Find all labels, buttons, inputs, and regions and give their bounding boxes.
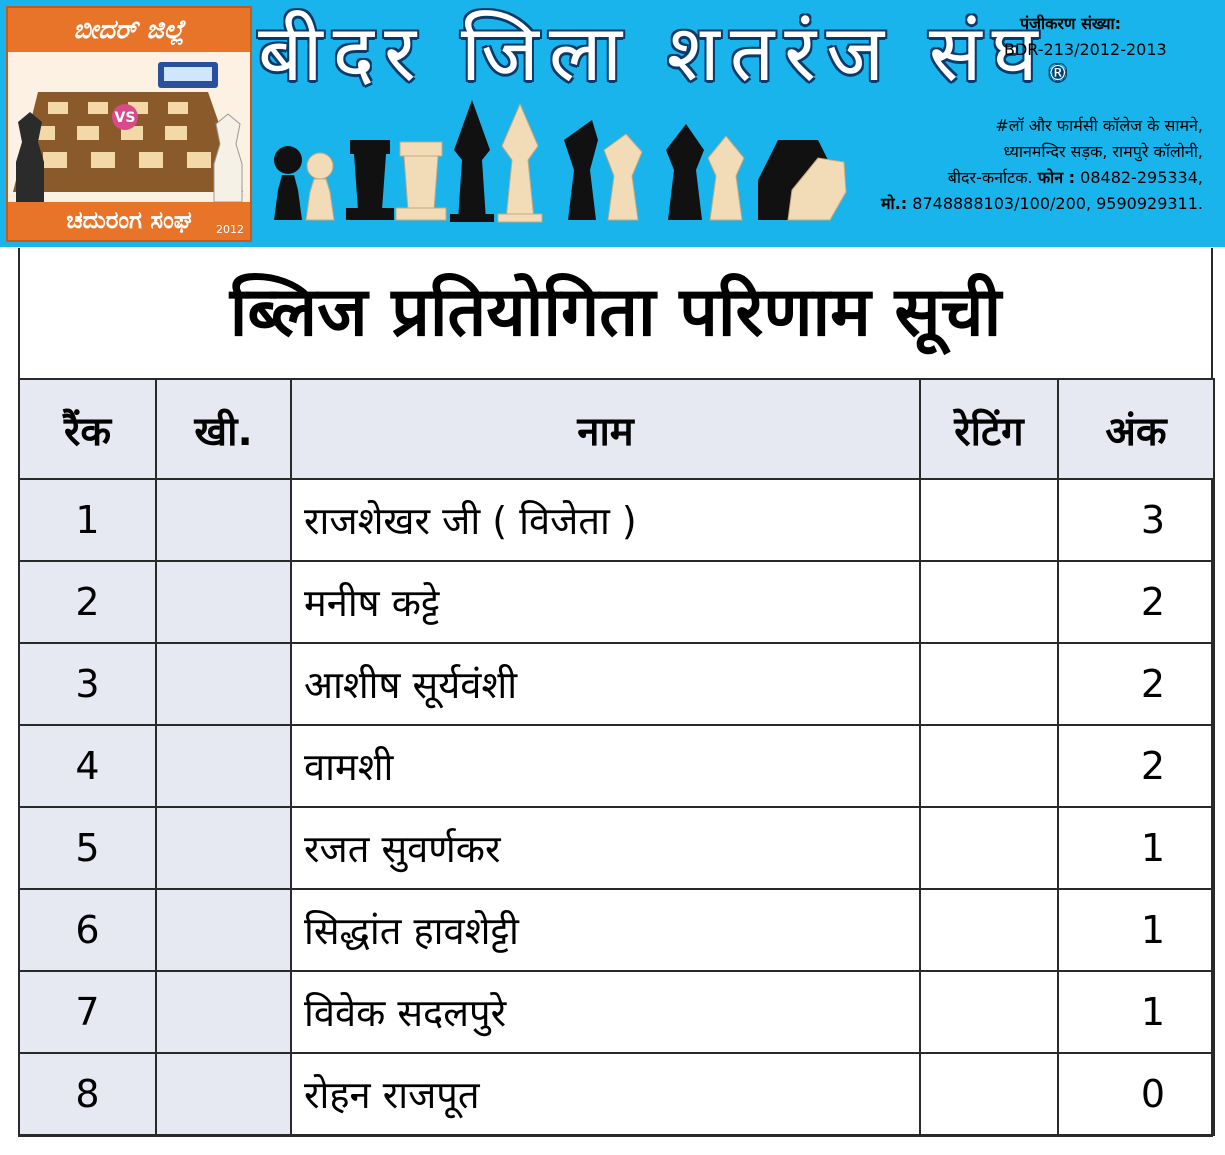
- points-cell: 2: [1058, 561, 1214, 643]
- points-cell: 1: [1058, 971, 1214, 1053]
- player-id-cell: [156, 807, 291, 889]
- address-line-3: [843, 166, 1203, 188]
- table-header-row: [19, 379, 1214, 479]
- rank-cell: 3: [19, 643, 156, 725]
- table-row: [19, 889, 1214, 971]
- rank-cell: 2: [19, 561, 156, 643]
- phone-label: फोन :: [1037, 168, 1076, 187]
- points-cell: 3: [1058, 479, 1214, 561]
- rank-cell: 8: [19, 1053, 156, 1135]
- column-header-points: अंक: [1058, 379, 1214, 479]
- table-row: [19, 971, 1214, 1053]
- player-name-cell: राजशेखर जी ( विजेता ): [291, 479, 920, 561]
- rating-cell: [920, 479, 1058, 561]
- player-id-cell: [156, 971, 291, 1053]
- logo-vs-mark: VS: [114, 110, 136, 126]
- logo-bottom-text: ಚದುರಂಗ ಸಂಘ: [66, 206, 192, 234]
- mobile-numbers: 8748888103/100/200, 9590929311.: [912, 194, 1203, 213]
- column-header-rank: रैंक: [19, 379, 156, 479]
- mobile-label: मो.:: [880, 194, 908, 213]
- registration-number: BDR-213/2012-2013: [1004, 40, 1167, 59]
- results-table: [18, 378, 1215, 1136]
- table-row: [19, 479, 1214, 561]
- rating-cell: [920, 561, 1058, 643]
- player-name-cell: रोहन राजपूत: [291, 1053, 920, 1135]
- points-cell: 2: [1058, 643, 1214, 725]
- rating-cell: [920, 971, 1058, 1053]
- player-id-cell: [156, 725, 291, 807]
- points-cell: 1: [1058, 807, 1214, 889]
- player-name-cell: विवेक सदलपुरे: [291, 971, 920, 1053]
- organization-title-text: बीदर जिला शतरंज संघ: [258, 9, 1048, 99]
- rating-cell: [920, 643, 1058, 725]
- player-name-cell: आशीष सूर्यवंशी: [291, 643, 920, 725]
- player-id-cell: [156, 643, 291, 725]
- chessboard-logo-image: [8, 52, 250, 202]
- address-city: बीदर-कर्नाटक.: [947, 168, 1033, 187]
- address-line-1: #लॉ और फार्मसी कॉलेज के सामने,: [995, 116, 1203, 135]
- table-row: [19, 643, 1214, 725]
- player-id-cell: [156, 561, 291, 643]
- rating-cell: [920, 807, 1058, 889]
- column-header-rating: रेटिंग: [920, 379, 1058, 479]
- rank-cell: 7: [19, 971, 156, 1053]
- table-row: [19, 807, 1214, 889]
- rating-cell: [920, 1053, 1058, 1135]
- column-header-player-id: खी.: [156, 379, 291, 479]
- association-logo: [6, 6, 252, 242]
- column-header-name: नाम: [291, 379, 920, 479]
- player-name-cell: मनीष कट्टे: [291, 561, 920, 643]
- player-id-cell: [156, 479, 291, 561]
- results-title: ब्लिज प्रतियोगिता परिणाम सूची: [229, 273, 1002, 352]
- chess-pieces-illustration: [258, 80, 848, 230]
- table-row: [19, 725, 1214, 807]
- rank-cell: 5: [19, 807, 156, 889]
- rating-cell: [920, 889, 1058, 971]
- player-name-cell: वामशी: [291, 725, 920, 807]
- registered-mark: ®: [1047, 61, 1068, 85]
- rank-cell: 6: [19, 889, 156, 971]
- points-cell: 2: [1058, 725, 1214, 807]
- rank-cell: 1: [19, 479, 156, 561]
- logo-year: 2012: [216, 223, 244, 236]
- rating-cell: [920, 725, 1058, 807]
- points-cell: 1: [1058, 889, 1214, 971]
- results-sheet: [18, 248, 1213, 1137]
- table-row: [19, 561, 1214, 643]
- player-name-cell: सिद्धांत हावशेट्टी: [291, 889, 920, 971]
- address-line-2: ध्यानमन्दिर सड़क, रामपुरे कॉलोनी,: [1003, 142, 1203, 161]
- phone-number: 08482-295334,: [1080, 168, 1203, 187]
- player-id-cell: [156, 1053, 291, 1135]
- logo-top-text: ಬೀದರ್ ಜಿಲ್ಲೆ: [73, 15, 185, 45]
- rank-cell: 4: [19, 725, 156, 807]
- table-row: [19, 1053, 1214, 1135]
- player-id-cell: [156, 889, 291, 971]
- address-line-4: [843, 192, 1203, 214]
- points-cell: 0: [1058, 1053, 1214, 1135]
- player-name-cell: रजत सुवर्णकर: [291, 807, 920, 889]
- registration-label: पंजीकरण संख्या:: [1020, 14, 1122, 33]
- letterhead-banner: [0, 0, 1225, 247]
